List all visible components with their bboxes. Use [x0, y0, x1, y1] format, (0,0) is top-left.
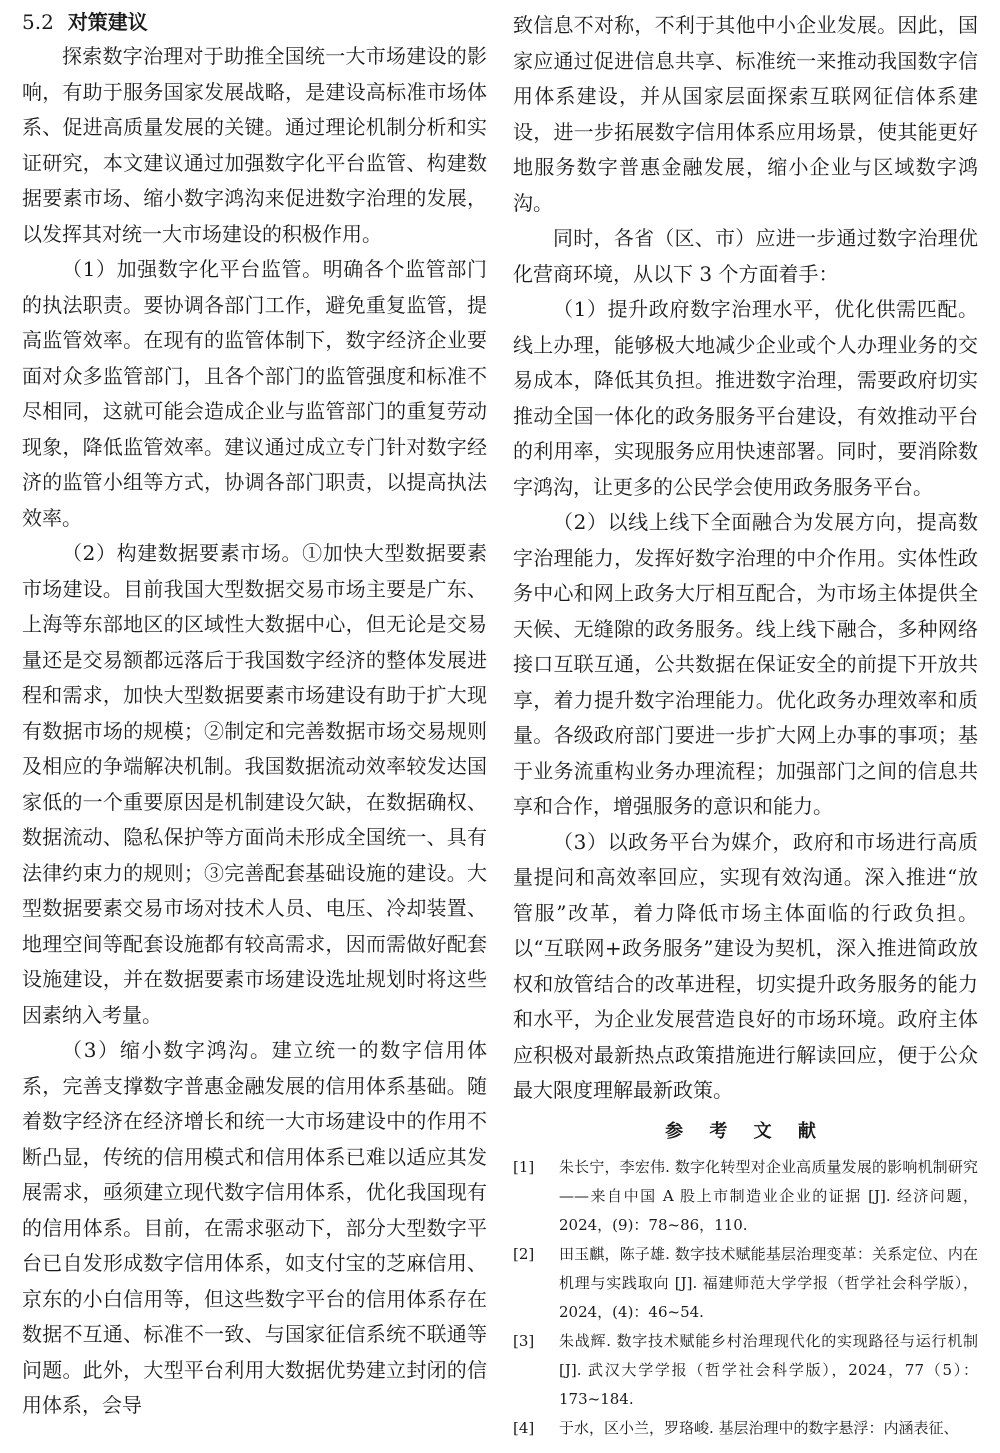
paragraph-government-platform: （3）以政务平台为媒介，政府和市场进行高质量提问和高效率回应，实现有效沟通。深入推进“放管服”改革，着力降低市场主体面临的行政负担。以“互联网+政务服务”建设为契机，深入推进简政放权和放管结合的改革进程，切实提升政务服务的能力和水平，为企业发展营造良好的市场环境。政府主体应积极对最新热点政策措施进行解读回应，便于公众最大限度理解最新政策。 — [513, 829, 978, 1102]
reference-item — [513, 1153, 978, 1240]
reference-item — [513, 1240, 978, 1327]
right-column — [513, 8, 978, 1443]
reference-number: [3] — [513, 1331, 535, 1350]
paragraph-online-offline: （2）以线上线下全面融合为发展方向，提高数字治理能力，发挥好数字治理的中介作用。实体性政务中心和网上政务大厅相互配合，为市场主体提供全天候、无缝隙的政务服务。线上线下融合，多种网络接口互联互通，公共数据在保证安全的前提下开放共享，着力提升数字治理能力。优化政务办理效率和质量。各级政府部门要进一步扩大网上办事的事项；基于业务流重构业务办理流程；加强部门之间的信息共享和合作，增强服务的意识和能力。 — [513, 510, 978, 818]
section-title: 对策建议 — [67, 10, 148, 34]
reference-text: 朱长宁，李宏伟. 数字化转型对企业高质量发展的影响机制研究——来自中国 A 股上市制造业企业的证据 [J]. 经济问题，2024，(9)：78~86，110. — [559, 1157, 978, 1234]
section-heading — [22, 8, 487, 36]
paragraph-business-environment: 同时，各省（区、市）应进一步通过数字治理优化营商环境，从以下 3 个方面着手： — [513, 226, 978, 286]
reference-number: [1] — [513, 1157, 535, 1176]
intro-paragraph: 探索数字治理对于助推全国统一大市场建设的影响，有助于服务国家发展战略，是建设高标准市场体系、促进高质量发展的关键。通过理论机制分析和实证研究，本文建议通过加强数字化平台监管、构建数据要素市场、缩小数字鸿沟来促进数字治理的发展，以发挥其对统一大市场建设的积极作用。 — [22, 44, 487, 246]
section-number: 5.2 — [22, 10, 54, 34]
paragraph-digital-divide: （3）缩小数字鸿沟。建立统一的数字信用体系，完善支撑数字普惠金融发展的信用体系基础。随着数字经济在经济增长和统一大市场建设中的作用不断凸显，传统的信用模式和信用体系已难以适应其发展需求，亟须建立现代数字信用体系，优化我国现有的信用体系。目前，在需求驱动下，部分大型数字平台已自发形成数字信用体系，如支付宝的芝麻信用、京东的小白信用等，但这些数字平台的信用体系存在数据不互通、标准不一致、与国家征信系统不联通等问题。此外，大型平台利用大数据优势建立封闭的信用体系，会导 — [22, 1038, 487, 1417]
left-column — [22, 8, 487, 1424]
reference-number: [2] — [513, 1244, 535, 1263]
paragraph-government-governance: （1）提升政府数字治理水平，优化供需匹配。线上办理，能够极大地减少企业或个人办理业务的交易成本，降低其负担。推进数字治理，需要政府切实推动全国一体化的政务服务平台建设，有效推动平台的利用率，实现服务应用快速部署。同时，要消除数字鸿沟，让更多的公民学会使用政务服务平台。 — [513, 297, 978, 499]
references-title: 参 考 文 献 — [665, 1120, 826, 1142]
reference-item — [513, 1414, 978, 1443]
reference-item — [513, 1327, 978, 1414]
paragraph-data-market: （2）构建数据要素市场。①加快大型数据要素市场建设。目前我国大型数据交易市场主要是广东、上海等东部地区的区域性大数据中心，但无论是交易量还是交易额都远落后于我国数字经济的整体发展进程和需求，加快大型数据要素市场建设有助于扩大现有数据市场的规模；②制定和完善数据市场交易规则及相应的争端解决机制。我国数据流动效率较发达国家低的一个重要原因是机制建设欠缺，在数据确权、数据流动、隐私保护等方面尚未形成全国统一、具有法律约束力的规则；③完善配套基础设施的建设。大型数据要素交易市场对技术人员、电压、冷却装置、地理空间等配套设施都有较高需求，因而需做好配套设施建设，并在数据要素市场建设选址规划时将这些因素纳入考量。 — [22, 541, 487, 1027]
reference-number: [4] — [513, 1418, 535, 1437]
reference-text: 朱战辉. 数字技术赋能乡村治理现代化的实现路径与运行机制 [J]. 武汉大学学报（哲学社会科学版），2024，77（5）：173~184. — [559, 1331, 978, 1408]
continued-paragraph: 致信息不对称，不利于其他中小企业发展。因此，国家应通过促进信息共享、标准统一来推动我国数字信用体系建设，并从国家层面探索互联网征信体系建设，进一步拓展数字信用体系应用场景，使其能更好地服务数字普惠金融发展，缩小企业与区域数字鸿沟。 — [513, 13, 978, 215]
reference-text: 于水，区小兰，罗珞峻. 基层治理中的数字悬浮：内涵表征、 — [559, 1418, 959, 1437]
paragraph-platform-regulation: （1）加强数字化平台监管。明确各个监管部门的执法职责。要协调各部门工作，避免重复监管，提高监管效率。在现有的监管体制下，数字经济企业要面对众多监管部门，且各个部门的监管强度和标准不尽相同，这就可能会造成企业与监管部门的重复劳动现象，降低监管效率。建议通过成立专门针对数字经济的监管小组等方式，协调各部门职责，以提高执法效率。 — [22, 257, 487, 530]
reference-text: 田玉麒，陈子雄. 数字技术赋能基层治理变革：关系定位、内在机理与实践取向 [J]. 福建师范大学学报（哲学社会科学版），2024，(4)：46~54. — [559, 1244, 978, 1321]
